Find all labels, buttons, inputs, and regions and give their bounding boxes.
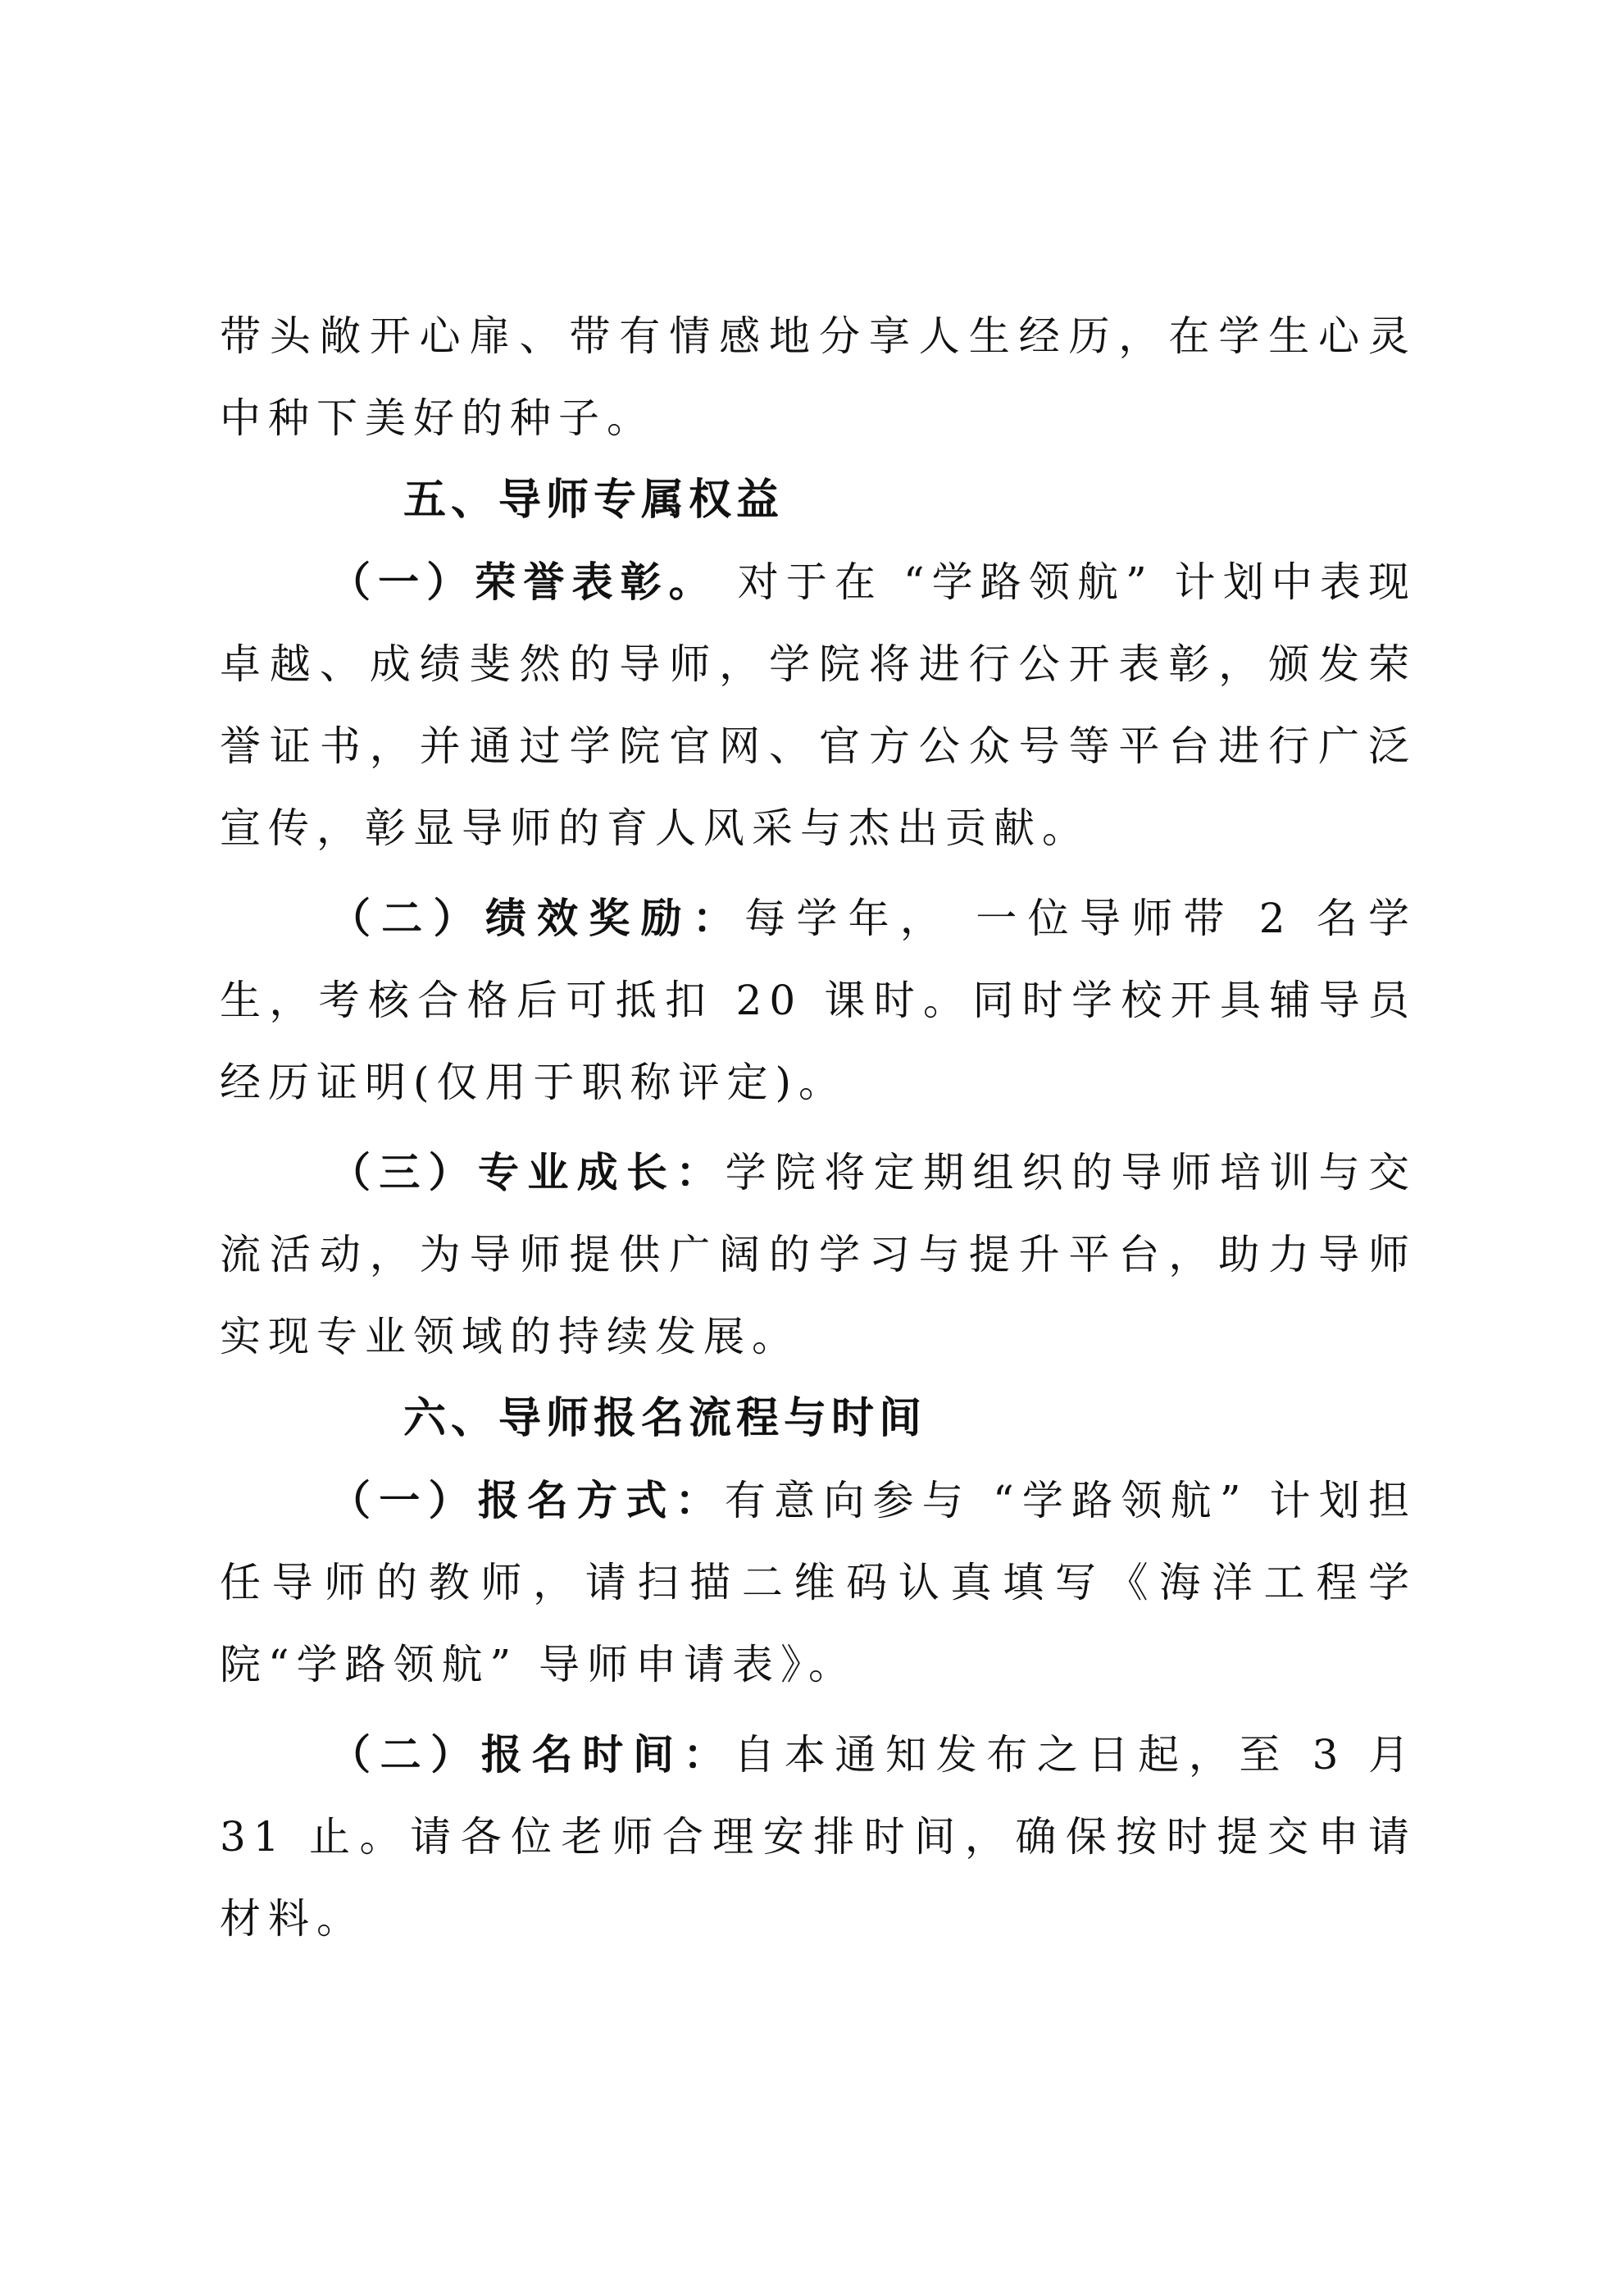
document-page xyxy=(220,295,1417,1960)
section-5-item-3 xyxy=(220,1132,1417,1378)
item-lead: （一）荣誉表彰。 xyxy=(330,558,717,606)
item-text: 有意向参与 “学路领航” 计划担任导师的教师，请扫描二维码认真填写《海洋工程学院“学路领航” 导师申请表》。 xyxy=(220,1477,1417,1688)
item-lead: （三）专业成长： xyxy=(330,1149,726,1196)
item-lead: （二）报名时间： xyxy=(330,1731,735,1779)
item-text: 学院将定期组织的导师培训与交流活动，为导师提供广阔的学习与提升平台，助力导师实现专业领域的持续发展。 xyxy=(220,1149,1417,1360)
item-lead: （二）绩效奖励： xyxy=(330,895,745,942)
intro-paragraph: 带头敞开心扉、带有情感地分享人生经历，在学生心灵中种下美好的种子。 xyxy=(220,312,1417,442)
item-text: 对于在 “学路领航” 计划中表现卓越、成绩斐然的导师，学院将进行公开表彰，颁发荣誉证书，并通过学院官网、官方公众号等平台进行广泛宣传，彰显导师的育人风采与杰出贡献。 xyxy=(220,558,1417,852)
item-lead: （一）报名方式： xyxy=(330,1477,725,1524)
section-6-item-1 xyxy=(220,1460,1417,1706)
item-text: 自本通知发布之日起，至 3 月 31 止。请各位老师合理安排时间，确保按时提交申请材料。 xyxy=(220,1731,1417,1943)
section-5-item-2 xyxy=(220,877,1417,1123)
item-text: 每学年， 一位导师带 2 名学生，考核合格后可抵扣 20 课时。同时学校开具辅导员经历证明(仅用于职称评定)。 xyxy=(220,895,1417,1106)
section-5-item-1 xyxy=(220,541,1417,869)
section-6-item-2 xyxy=(220,1714,1417,1960)
section-5-heading: 五、导师专属权益 xyxy=(403,476,785,525)
section-6-heading: 六、导师报名流程与时间 xyxy=(403,1394,927,1443)
